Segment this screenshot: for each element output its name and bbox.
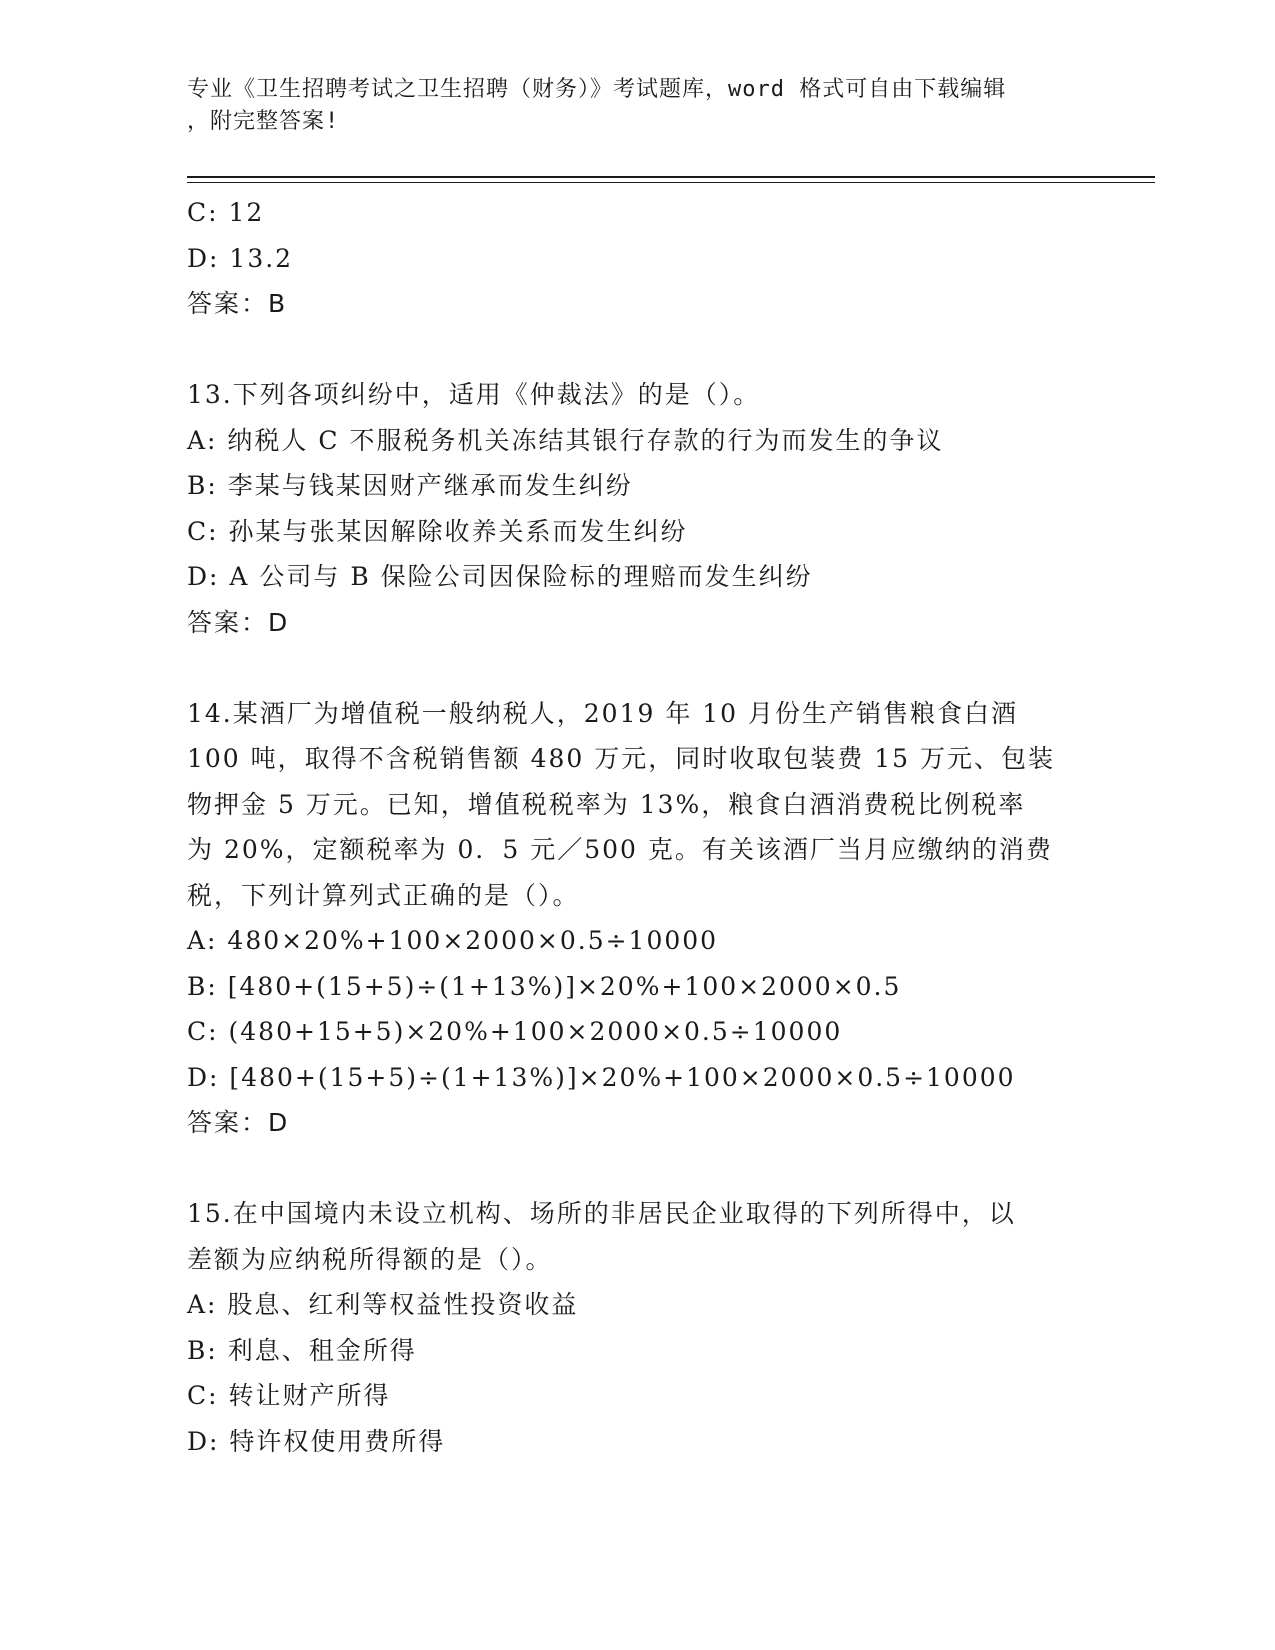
- q15-option-b: B: 利息、租金所得: [187, 1335, 417, 1365]
- question-12-tail: [187, 190, 1087, 327]
- q13-option-a: A: 纳税人 C 不服税务机关冻结其银行存款的行为而发生的争议: [187, 425, 944, 455]
- q13-option-c: C: 孙某与张某因解除收养关系而发生纠纷: [187, 516, 688, 546]
- q12-answer: 答案：B: [187, 289, 288, 318]
- header-line-1: 专业《卫生招聘考试之卫生招聘（财务）》考试题库，word 格式可自由下载编辑: [187, 77, 1007, 102]
- q13-option-d: D: A 公司与 B 保险公司因保险标的理赔而发生纠纷: [187, 562, 813, 591]
- q13-answer: 答案：D: [187, 607, 290, 637]
- q13-option-b: B: 李某与钱某因财产继承而发生纠纷: [187, 471, 633, 500]
- spacer: [187, 327, 1087, 373]
- q14-option-d: D: [480+(15+5)÷(1+13%)]×20%+100×2000×0.5÷10000: [187, 1062, 1016, 1092]
- q14-answer: 答案：D: [187, 1108, 290, 1137]
- q14-stem-line-1: 14.某酒厂为增值税一般纳税人，2019 年 10 月份生产销售粮食白酒: [187, 698, 1019, 728]
- document-header: [187, 74, 1077, 138]
- q14-option-c: C: (480+15+5)×20%+100×2000×0.5÷10000: [187, 1017, 843, 1046]
- question-14: [187, 691, 1087, 1146]
- header-divider-thick: [187, 176, 1155, 178]
- q15-stem-line-1: 15.在中国境内未设立机构、场所的非居民企业取得的下列所得中，以: [187, 1199, 1016, 1228]
- q12-option-d: D: 13.2: [187, 243, 294, 273]
- header-divider-thin: [187, 182, 1155, 183]
- q15-option-c: C: 转让财产所得: [187, 1381, 391, 1410]
- question-content: [187, 190, 1087, 1464]
- q14-stem-line-2: 100 吨，取得不含税销售额 480 万元，同时收取包装费 15 万元、包装: [187, 744, 1055, 773]
- q14-stem-line-3: 物押金 5 万元。已知，增值税税率为 13%，粮食白酒消费税比例税率: [187, 789, 1026, 819]
- q15-stem-line-2: 差额为应纳税所得额的是（）。: [187, 1244, 553, 1274]
- q12-option-c: C: 12: [187, 198, 265, 227]
- q13-stem: 13.下列各项纠纷中，适用《仲裁法》的是（）。: [187, 380, 761, 409]
- question-15: [187, 1191, 1087, 1464]
- question-13: [187, 372, 1087, 645]
- header-line-2: ，附完整答案!: [187, 109, 340, 134]
- q15-option-a: A: 股息、红利等权益性投资收益: [187, 1290, 579, 1319]
- q15-option-d: D: 特许权使用费所得: [187, 1426, 446, 1456]
- q14-option-b: B: [480+(15+5)÷(1+13%)]×20%+100×2000×0.5: [187, 971, 902, 1001]
- spacer: [187, 1146, 1087, 1192]
- q14-option-a: A: 480×20%+100×2000×0.5÷10000: [187, 926, 719, 955]
- q14-stem-line-4: 为 20%，定额税率为 0．5 元／500 克。有关该酒厂当月应缴纳的消费: [187, 835, 1053, 864]
- q14-stem-line-5: 税，下列计算列式正确的是（）。: [187, 880, 580, 910]
- spacer: [187, 645, 1087, 691]
